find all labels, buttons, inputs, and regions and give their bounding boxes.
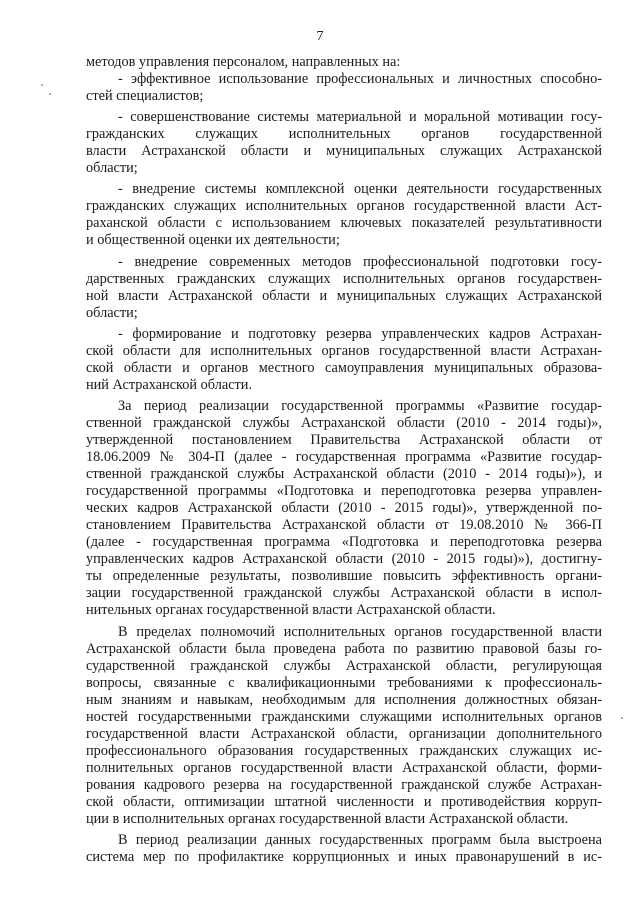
text-line: ской области, оптимизации штатной численности и противодействия корруп- <box>86 793 602 810</box>
text-line: - внедрение современных методов профессиональной подготовки госу- <box>118 253 602 270</box>
text-line: гражданских служащих исполнительных органов государственной <box>86 126 602 143</box>
text-line: (далее - государственная программа «Подготовка и переподготовка резерва <box>86 534 602 551</box>
text-line: области; <box>86 160 138 177</box>
text-line: управленческих кадров Астраханской области (2010 - 2015 годы)»), достигну- <box>86 551 602 568</box>
text-line: стей специалистов; <box>86 88 204 105</box>
text-line: ческих кадров Астраханской области (2010 - 2015 годы)», утвержденной по- <box>86 500 602 517</box>
text-line: государственной программы «Подготовка и переподготовка резерва управлен- <box>86 483 602 500</box>
text-line: полнительных органов государственной власти Астраханской области, форми- <box>86 759 602 776</box>
text-line: дарственных гражданских служащих исполнительных органов государствен- <box>86 270 602 287</box>
text-line: Астраханской области была проведена работа по развитию правовой базы го- <box>86 640 602 657</box>
text-line: ностей государственными гражданскими служащими исполнительных органов <box>86 708 602 725</box>
text-line: - совершенствование системы материальной и моральной мотивации госу- <box>118 109 602 126</box>
text-line: ний Астраханской области. <box>86 376 253 393</box>
text-line: ственной гражданской службы Астраханской области (2010 - 2014 годы)», <box>86 414 602 431</box>
text-line: профессионального образования государственных гражданских служащих ис- <box>86 742 602 759</box>
text-line: ской области для исполнительных органов государственной власти Астрахан- <box>86 342 602 359</box>
scan-speck <box>49 93 51 95</box>
text-line: власти Астраханской области и муниципальных служащих Астраханской <box>86 143 602 160</box>
text-line: - формирование и подготовку резерва управленческих кадров Астрахан- <box>118 325 602 342</box>
text-line: ты определенные результаты, позволившие повысить эффективность органи- <box>86 568 602 585</box>
text-line: - внедрение системы комплексной оценки деятельности государственных <box>118 181 602 198</box>
text-line: утвержденной постановлением Правительства Астраханской области от <box>86 431 602 448</box>
text-line: становлением Правительства Астраханской области от 19.08.2010 № 366-П <box>86 517 602 534</box>
scan-speck <box>621 717 623 719</box>
text-line: ной власти Астраханской области и муниципальных служащих Астраханской <box>86 287 602 304</box>
text-line: раханской области с использованием ключевых показателей результативности <box>86 215 602 232</box>
text-line: - эффективное использование профессиональных и личностных способно- <box>118 71 602 88</box>
text-line: ственной гражданской службы Астраханской области (2010 - 2014 годы)»), и <box>86 466 602 483</box>
text-line: ской области и органов местного самоуправления муниципальных образова- <box>86 359 602 376</box>
text-line: вопросы, связанные с квалификационными требованиями к профессиональ- <box>86 674 602 691</box>
text-line: нительных органах государственной власти Астраханской области. <box>86 602 496 619</box>
text-line: рования кадрового резерва на государственной гражданской службе Астрахан- <box>86 776 602 793</box>
text-line: система мер по профилактике коррупционных и иных правонарушений в ис- <box>86 849 602 866</box>
text-line: В период реализации данных государственных программ была выстроена <box>118 832 602 849</box>
text-line: методов управления персоналом, направленных на: <box>86 54 401 70</box>
scan-speck <box>41 84 43 86</box>
page-number: 7 <box>316 29 324 44</box>
text-line: 18.06.2009 № 304-П (далее - государственная программа «Развитие государ- <box>86 449 602 466</box>
text-line: зации государственной гражданской службы Астраханской области в испол- <box>86 585 602 602</box>
text-line: ным знаниям и навыкам, необходимым для исполнения должностных обязан- <box>86 691 602 708</box>
text-line: гражданских служащих исполнительных органов государственной власти Аст- <box>86 198 602 215</box>
text-line: В пределах полномочий исполнительных органов государственной власти <box>118 623 602 640</box>
text-line: За период реализации государственной программы «Развитие государ- <box>118 397 602 414</box>
text-line: области; <box>86 304 138 321</box>
text-line: сударственной гражданской службы Астраханской области, регулирующая <box>86 657 602 674</box>
text-line: ции в исполнительных органах государственной власти Астраханской области. <box>86 811 569 828</box>
text-line: государственной власти Астраханской области, организации дополнительного <box>86 725 602 742</box>
body-text <box>86 54 602 866</box>
text-line: и общественной оценки их деятельности; <box>86 232 340 249</box>
